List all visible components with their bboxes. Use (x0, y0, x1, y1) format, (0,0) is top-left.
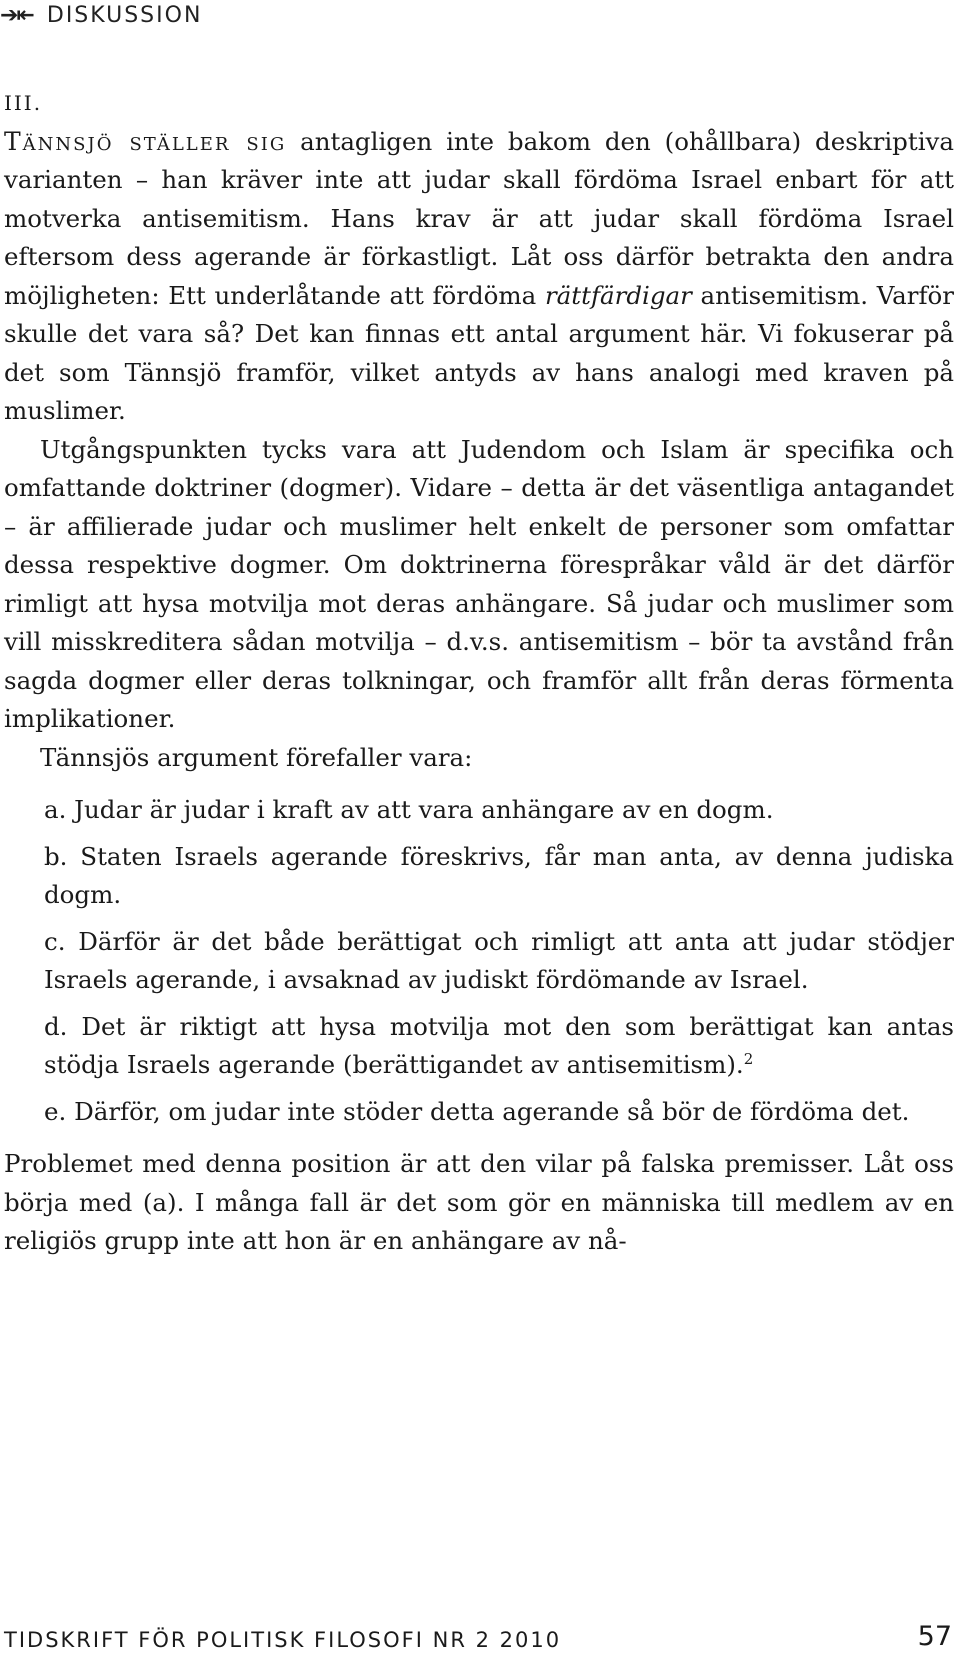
section-number: III. (4, 91, 43, 115)
page-number: 57 (917, 1621, 952, 1652)
paragraph-1 (4, 123, 954, 431)
argument-list (4, 791, 954, 1131)
list-item-text: a. Judar är judar i kraft av att vara anhängare av en dogm. (44, 795, 774, 824)
list-item-text: d. Det är riktigt att hysa motvilja mot den som berättigat kan antas stödja Israels agerande (berättigandet av antisemitism). (44, 1011, 954, 1079)
list-item (44, 1093, 954, 1132)
list-item-text: b. Staten Israels agerande föreskrivs, får man anta, av denna judiska dogm. (44, 841, 954, 909)
paragraph-lead: Tännsjö ställer sig (4, 126, 287, 156)
footnote-ref[interactable]: 2 (743, 1049, 754, 1068)
section-label: DISKUSSION (46, 2, 203, 28)
article-body (4, 84, 954, 1261)
list-item (44, 791, 954, 830)
paragraph-1-text-b: antisemitism. Varför skulle det vara så? Det kan finnas ett antal argument här. Vi fokuserar på det som Tännsjö framför, vilket antyds av hans analogi med kraven på muslimer. (4, 280, 954, 425)
list-item (44, 1008, 954, 1085)
list-item-text: e. Därför, om judar inte stöder detta agerande så bör de fördöma det. (44, 1096, 910, 1126)
list-item (44, 923, 954, 1000)
list-item-text: c. Därför är det både berättigat och rimligt att anta att judar stödjer Israels agerande, i avsaknad av judiskt fördömande av Israel. (44, 926, 954, 994)
paragraph-1-text-a: antagligen inte bakom den (ohållbara) deskriptiva varianten – han kräver inte att judar skall fördöma Israel enbart för att motverka antisemitism. Hans krav är att judar skall fördöma Israel eftersom dess agerande är förkastligt. Låt oss därför betrakta den andra möjligheten: Ett underlåtande att fördöma (4, 126, 954, 310)
paragraph-2: Utgångspunkten tycks vara att Judendom och Islam är specifika och omfattande doktriner (dogmer). Vidare – detta är det väsentliga antagandet – är affilierade judar och muslimer helt enkelt de personer som omfattar dessa respektive dogmer. Om doktrinerna förespråkar våld är det därför rimligt att hysa motvilja mot deras anhängare. Så judar och muslimer som vill misskreditera sådan motvilja – d.v.s. antisemitism – bör ta avstånd från sagda dogmer eller deras tolkningar, och framför allt från deras förmenta implikationer. (4, 434, 954, 733)
double-arrow-icon: ➔⇤ (0, 2, 33, 28)
list-item (44, 838, 954, 915)
argument-intro: Tännsjös argument förefaller vara: (40, 742, 473, 772)
running-footer (4, 1618, 952, 1652)
emphasis-word: rättfärdigar (544, 280, 692, 310)
paragraph-3: Problemet med denna position är att den vilar på falska premisser. Låt oss börja med (a). I många fall är det som gör en människa till medlem av en religiös grupp inte att hon är en anhängare av nå- (4, 1149, 954, 1255)
journal-title: TIDSKRIFT FÖR POLITISK FILOSOFI NR 2 2010 (4, 1628, 562, 1652)
running-header (0, 0, 202, 30)
